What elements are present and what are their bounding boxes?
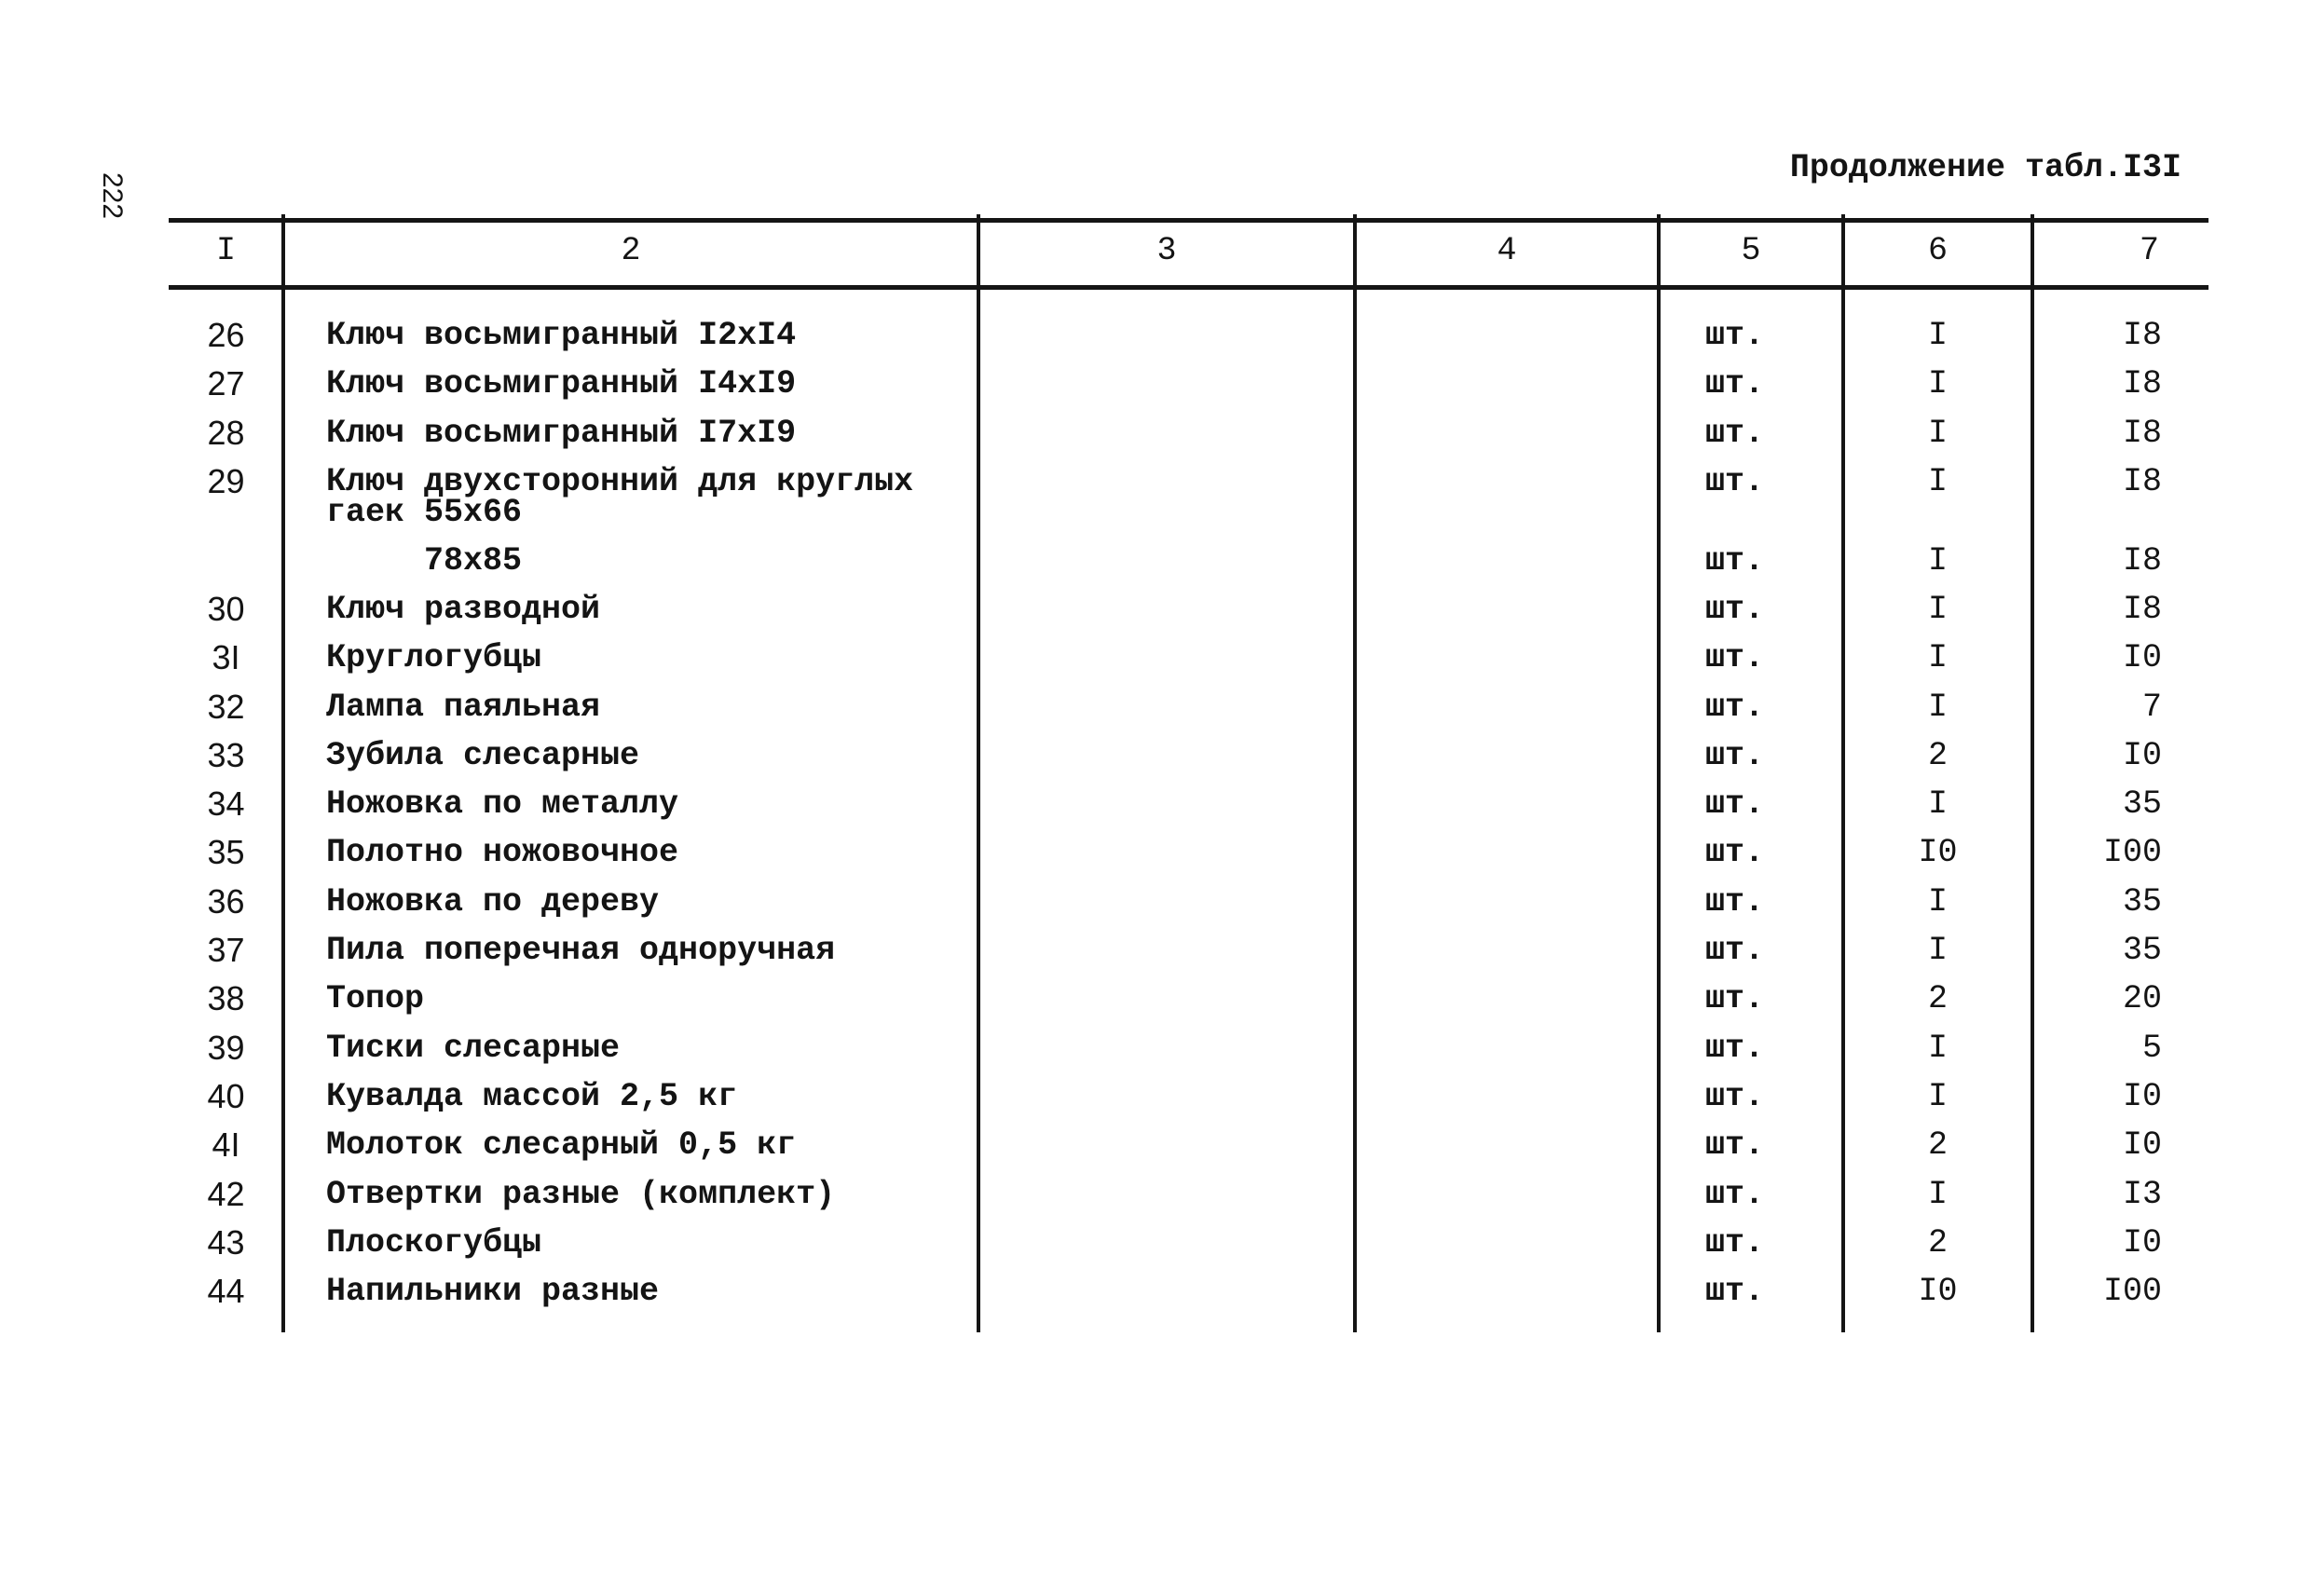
unit-cell: шт. bbox=[1705, 1175, 1765, 1213]
item-name bbox=[326, 360, 960, 408]
table-row bbox=[0, 409, 2311, 457]
quantity-cell: 2 bbox=[1927, 736, 1948, 774]
item-name-line: гаек 55x66 bbox=[326, 494, 523, 532]
item-name bbox=[326, 683, 960, 731]
column-header-1: I bbox=[215, 232, 236, 269]
row-number: 34 bbox=[207, 784, 245, 824]
row-number bbox=[169, 537, 283, 585]
unit-cell: шт. bbox=[1705, 932, 1765, 969]
item-name-line: Тиски слесарные bbox=[326, 1029, 621, 1067]
row-number: 30 bbox=[207, 589, 245, 628]
row-number: 4I bbox=[212, 1125, 240, 1165]
unit-cell: шт. bbox=[1705, 882, 1765, 921]
quantity-cell: 2 bbox=[1927, 1223, 1948, 1262]
table-row bbox=[0, 683, 2311, 731]
item-name bbox=[326, 1170, 960, 1219]
item-name bbox=[326, 311, 960, 360]
row-number: 38 bbox=[207, 979, 245, 1018]
quantity-cell: I bbox=[1927, 932, 1948, 969]
table-row bbox=[0, 828, 2311, 877]
column-header-5: 5 bbox=[1741, 232, 1761, 269]
quantity-cell: I0 bbox=[1918, 1273, 1958, 1311]
table-row bbox=[0, 780, 2311, 828]
column-header-6: 6 bbox=[1927, 232, 1948, 269]
item-name bbox=[326, 731, 960, 780]
item-name bbox=[326, 1072, 960, 1121]
table-top-rule bbox=[169, 218, 2208, 223]
item-name-line: Ключ разводной bbox=[326, 590, 601, 628]
table-row bbox=[0, 731, 2311, 780]
value-cell: I0 bbox=[2122, 1077, 2162, 1115]
column-header-2: 2 bbox=[621, 232, 641, 269]
table-row bbox=[0, 975, 2311, 1023]
value-cell: I0 bbox=[2122, 736, 2162, 774]
quantity-cell: I bbox=[1927, 1175, 1948, 1213]
value-cell: I8 bbox=[2122, 462, 2162, 500]
unit-cell: шт. bbox=[1705, 1223, 1765, 1262]
item-name-line: Зубила слесарные bbox=[326, 736, 640, 774]
value-cell: 7 bbox=[2141, 688, 2162, 726]
item-name bbox=[326, 1267, 960, 1316]
unit-cell: шт. bbox=[1705, 1077, 1765, 1115]
unit-cell: шт. bbox=[1705, 414, 1765, 452]
row-number: 33 bbox=[207, 735, 245, 774]
quantity-cell: I bbox=[1927, 541, 1948, 580]
row-number: 26 bbox=[207, 316, 245, 354]
value-cell: I8 bbox=[2122, 365, 2162, 403]
quantity-cell: I bbox=[1927, 1077, 1948, 1115]
item-name bbox=[326, 537, 960, 585]
item-name-line: Кувалда массой 2,5 кг bbox=[326, 1077, 738, 1115]
value-cell: I00 bbox=[2102, 834, 2162, 872]
unit-cell: шт. bbox=[1705, 541, 1765, 580]
table-row bbox=[0, 1219, 2311, 1267]
row-number: 3I bbox=[212, 638, 240, 677]
unit-cell: шт. bbox=[1705, 785, 1765, 824]
item-name-line: Ключ двухсторонний для круглых bbox=[326, 462, 914, 500]
value-cell: 20 bbox=[2122, 980, 2162, 1018]
item-name bbox=[326, 1121, 960, 1169]
item-name-line: Пила поперечная одноручная bbox=[326, 932, 836, 969]
page-number: 222 bbox=[97, 171, 128, 220]
unit-cell: шт. bbox=[1705, 1126, 1765, 1165]
table-row bbox=[0, 1170, 2311, 1219]
value-cell: 5 bbox=[2141, 1029, 2162, 1067]
item-name-line: Плоскогубцы bbox=[326, 1223, 542, 1262]
item-name bbox=[326, 780, 960, 828]
item-name-line: Ножовка по металлу bbox=[326, 785, 679, 824]
quantity-cell: I bbox=[1927, 590, 1948, 628]
unit-cell: шт. bbox=[1705, 980, 1765, 1018]
table-header-rule bbox=[169, 285, 2208, 290]
column-header-4: 4 bbox=[1497, 232, 1517, 269]
unit-cell: шт. bbox=[1705, 688, 1765, 726]
value-cell: 35 bbox=[2122, 785, 2162, 824]
row-number: 39 bbox=[207, 1028, 245, 1067]
value-cell: I8 bbox=[2122, 414, 2162, 452]
value-cell: I0 bbox=[2122, 639, 2162, 677]
row-number: 36 bbox=[207, 881, 245, 921]
item-name bbox=[326, 975, 960, 1023]
value-cell: I8 bbox=[2122, 590, 2162, 628]
item-name-line: Ключ восьмигранный I4xI9 bbox=[326, 365, 797, 403]
row-number: 42 bbox=[207, 1174, 245, 1213]
item-name-line: Ножовка по дереву bbox=[326, 882, 660, 921]
value-cell: I3 bbox=[2122, 1175, 2162, 1213]
item-name bbox=[326, 457, 960, 532]
value-cell: 35 bbox=[2122, 932, 2162, 969]
item-name-line: Молоток слесарный 0,5 кг bbox=[326, 1126, 797, 1165]
column-header-7: 7 bbox=[2139, 232, 2159, 269]
unit-cell: шт. bbox=[1705, 1029, 1765, 1067]
item-name-line: Напильники разные bbox=[326, 1273, 660, 1311]
table-row bbox=[0, 926, 2311, 975]
item-name-line: Лампа паяльная bbox=[326, 688, 601, 726]
unit-cell: шт. bbox=[1705, 834, 1765, 872]
quantity-cell: I bbox=[1927, 785, 1948, 824]
row-number: 28 bbox=[207, 413, 245, 452]
table-row bbox=[0, 1121, 2311, 1169]
unit-cell: шт. bbox=[1705, 590, 1765, 628]
table-row bbox=[0, 585, 2311, 634]
row-number: 32 bbox=[207, 687, 245, 726]
value-cell: I8 bbox=[2122, 317, 2162, 354]
unit-cell: шт. bbox=[1705, 1273, 1765, 1311]
item-name bbox=[326, 409, 960, 457]
item-name bbox=[326, 634, 960, 682]
row-number: 44 bbox=[207, 1272, 245, 1311]
unit-cell: шт. bbox=[1705, 365, 1765, 403]
table-row bbox=[0, 878, 2311, 926]
row-number: 37 bbox=[207, 931, 245, 969]
unit-cell: шт. bbox=[1705, 639, 1765, 677]
value-cell: I0 bbox=[2122, 1126, 2162, 1165]
table-row bbox=[0, 360, 2311, 408]
item-name-line: Полотно ножовочное bbox=[326, 834, 679, 872]
quantity-cell: I bbox=[1927, 365, 1948, 403]
item-name-line: Отвертки разные (комплект) bbox=[326, 1175, 836, 1213]
item-name bbox=[326, 1219, 960, 1267]
quantity-cell: I bbox=[1927, 1029, 1948, 1067]
quantity-cell: I0 bbox=[1918, 834, 1958, 872]
row-number: 27 bbox=[207, 364, 245, 403]
item-name bbox=[326, 1024, 960, 1072]
table-row bbox=[0, 1267, 2311, 1316]
table-row bbox=[0, 1072, 2311, 1121]
item-name bbox=[326, 828, 960, 877]
table-row bbox=[0, 537, 2311, 585]
item-name bbox=[326, 585, 960, 634]
column-header-3: 3 bbox=[1156, 232, 1177, 269]
quantity-cell: I bbox=[1927, 688, 1948, 726]
quantity-cell: I bbox=[1927, 462, 1948, 500]
row-number: 35 bbox=[207, 833, 245, 872]
table-row bbox=[0, 457, 2311, 532]
unit-cell: шт. bbox=[1705, 317, 1765, 354]
table-row bbox=[0, 1024, 2311, 1072]
value-cell: I8 bbox=[2122, 541, 2162, 580]
row-number: 43 bbox=[207, 1222, 245, 1262]
quantity-cell: 2 bbox=[1927, 1126, 1948, 1165]
quantity-cell: I bbox=[1927, 639, 1948, 677]
item-name-line: Топор bbox=[326, 980, 425, 1018]
table-row bbox=[0, 311, 2311, 360]
quantity-cell: 2 bbox=[1927, 980, 1948, 1018]
unit-cell: шт. bbox=[1705, 462, 1765, 500]
value-cell: 35 bbox=[2122, 882, 2162, 921]
table-row bbox=[0, 634, 2311, 682]
item-name-line: Круглогубцы bbox=[326, 639, 542, 677]
item-name-line: Ключ восьмигранный I2xI4 bbox=[326, 317, 797, 354]
table-continuation-caption: Продолжение табл.I3I bbox=[1789, 149, 2181, 186]
unit-cell: шт. bbox=[1705, 736, 1765, 774]
quantity-cell: I bbox=[1927, 414, 1948, 452]
item-name bbox=[326, 926, 960, 975]
value-cell: I00 bbox=[2102, 1273, 2162, 1311]
item-name-line: 78x85 bbox=[424, 541, 523, 580]
quantity-cell: I bbox=[1927, 317, 1948, 354]
value-cell: I0 bbox=[2122, 1223, 2162, 1262]
row-number: 29 bbox=[207, 461, 245, 500]
quantity-cell: I bbox=[1927, 882, 1948, 921]
item-name bbox=[326, 878, 960, 926]
item-name-line: Ключ восьмигранный I7xI9 bbox=[326, 414, 797, 452]
row-number: 40 bbox=[207, 1076, 245, 1115]
